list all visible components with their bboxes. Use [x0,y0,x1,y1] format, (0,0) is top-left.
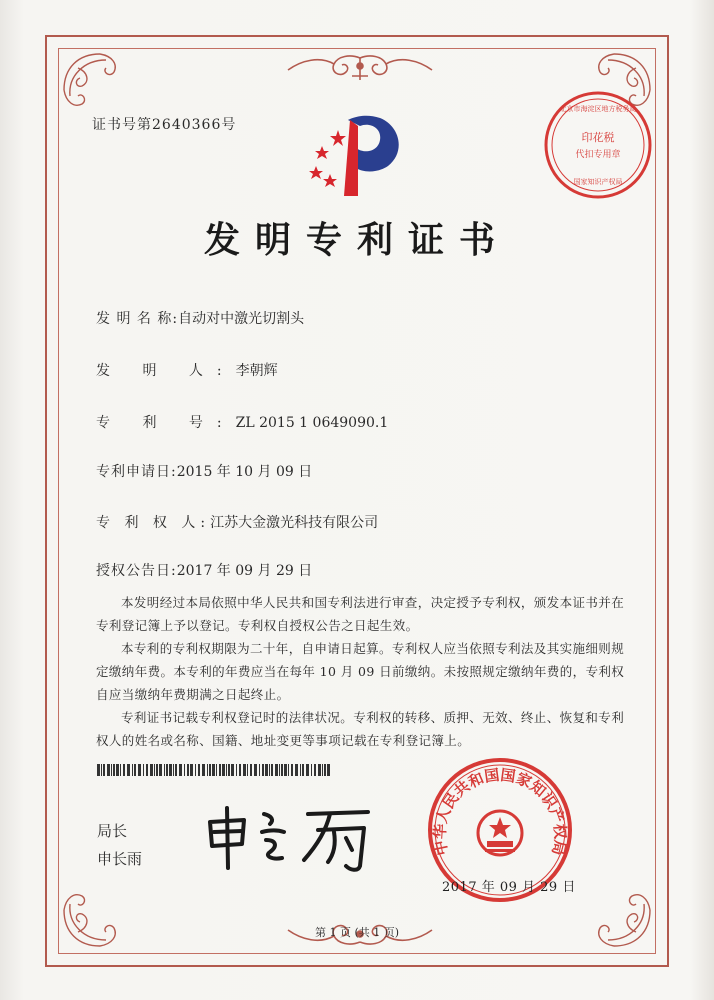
inventor-label: 发 明 人: [96,363,236,379]
application-date-value: 2015 年 10 月 09 日 [176,464,313,480]
inventor-value: 李朝辉 [235,363,278,379]
grant-date-field [96,560,312,580]
invention-name-field [96,308,304,328]
invention-name-label: 发 明 名 称: [96,311,179,327]
issue-date: 2017 年 09 月 29 日 [442,880,576,895]
signature-icon [200,800,375,875]
top-ornament [280,52,440,88]
svg-text:中华人民共和国国家知识产权局: 中华人民共和国国家知识产权局 [430,765,570,858]
barcode-icon [97,764,333,776]
patentee-field [96,512,378,532]
certificate-title: 发明专利证书 [203,219,510,261]
grant-date-value: 2017 年 09 月 29 日 [176,563,313,579]
svg-text:印花税: 印花税 [581,131,615,144]
svg-text:代扣专用章: 代扣专用章 [575,150,621,160]
body-paragraph: 本发明经过本局依照中华人民共和国专利法进行审查，决定授予专利权，颁发本证书并在专利登记簿上予以登记。专利权自授权公告之日起生效。 [96,595,625,633]
patent-number-field [96,412,388,432]
grant-date-label: 授权公告日: [96,563,177,579]
certificate-number: 证书号第2640366号 [92,117,237,133]
invention-name-value: 自动对中激光切割头 [178,311,305,327]
body-paragraph: 本专利的专利权期限为二十年，自申请日起算。专利权人应当依照专利法及其实施细则规定缴纳年费。本专利的年费应当在每年 10 月 09 日前缴纳。未按照规定缴纳年费的，专利权自应当缴纳年费期满之日起终止。 [96,641,625,702]
director-title: 局长 [97,822,128,840]
tax-seal-icon [538,85,658,205]
director-name: 申长雨 [97,850,143,868]
patentee-value: 江苏大金激光科技有限公司 [210,515,379,531]
patent-number-label: 专 利 号: [96,415,236,431]
certificate-body [96,591,626,752]
application-date-label: 专利申请日: [96,464,177,480]
inventor-field [96,360,278,380]
patent-number-value: ZL 2015 1 0649090.1 [235,415,389,431]
body-paragraph: 专利证书记载专利权登记时的法律状况。专利权的转移、质押、无效、终止、恢复和专利权人的姓名或名称、国籍、地址变更等事项记载在专利登记簿上。 [96,710,625,748]
page-number: 第 1 页 (共 1 页) [314,926,400,939]
svg-text:国家知识产权局: 国家知识产权局 [573,178,623,186]
application-date-field [96,461,312,481]
svg-text:北京市海淀区地方税务局: 北京市海淀区地方税务局 [559,105,637,113]
cnipa-logo-icon [300,112,415,202]
patentee-label: 专 利 权 人: [96,515,211,531]
